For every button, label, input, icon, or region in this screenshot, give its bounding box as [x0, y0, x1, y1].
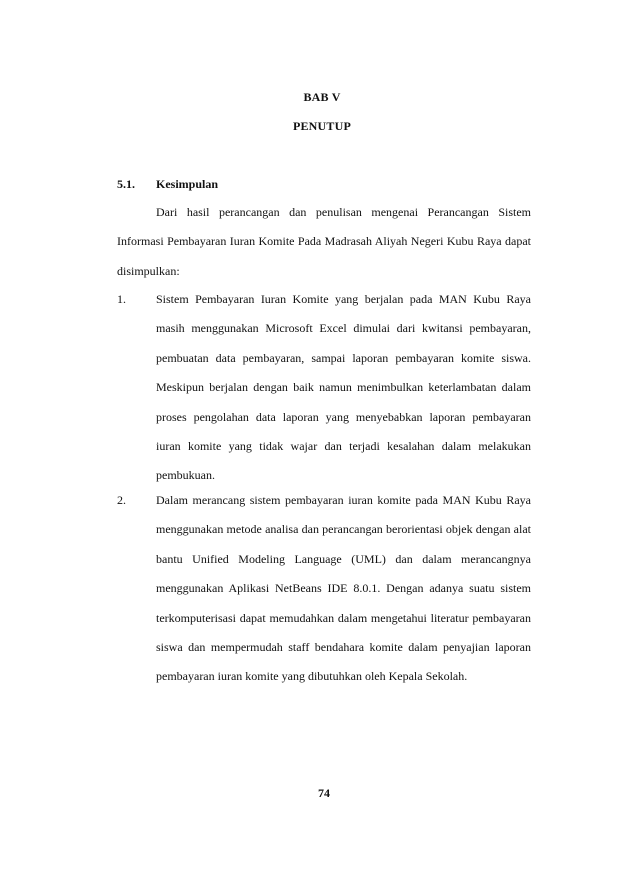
list-item-number: 1.	[117, 292, 126, 306]
intro-paragraph: Dari hasil perancangan dan penulisan mengenai Perancangan Sistem Informasi Pembayaran Iuran Komite Pada Madrasah Aliyah Negeri Kubu Raya dapat disimpulkan:	[117, 205, 531, 278]
list-item-text: Sistem Pembayaran Iuran Komite yang berjalan pada MAN Kubu Raya masih menggunakan Microsoft Excel dimulai dari kwitansi pembayaran, pembuatan data pembayaran, sampai laporan pembayaran komite siswa. Meskipun berjalan dengan baik namun menimbulkan keterlambatan dalam proses pengolahan data laporan yang menyebabkan laporan pembayaran iuran komite yang tidak wajar dan terjadi kesalahan dalam melakukan pembukuan.	[156, 292, 531, 483]
list-item-number: 2.	[117, 493, 126, 507]
chapter-title: PENUTUP	[292, 119, 352, 133]
list-item-text: Dalam merancang sistem pembayaran iuran komite pada MAN Kubu Raya menggunakan metode analisa dan perancangan berorientasi objek dengan alat bantu Unified Modeling Language (UML) dan dalam merancangnya menggunakan Aplikasi NetBeans IDE 8.0.1. Dengan adanya suatu sistem terkomputerisasi dapat memudahkan dalam mengetahui literatur pembayaran siswa dan mempermudah staff bendahara komite dalam penyajian laporan pembayaran iuran komite yang dibutuhkan oleh Kepala Sekolah.	[156, 493, 531, 684]
section-title: Kesimpulan	[156, 177, 219, 191]
chapter-label: BAB V	[303, 90, 341, 104]
page-number: 74	[318, 786, 330, 800]
section-number: 5.1.	[117, 177, 135, 191]
